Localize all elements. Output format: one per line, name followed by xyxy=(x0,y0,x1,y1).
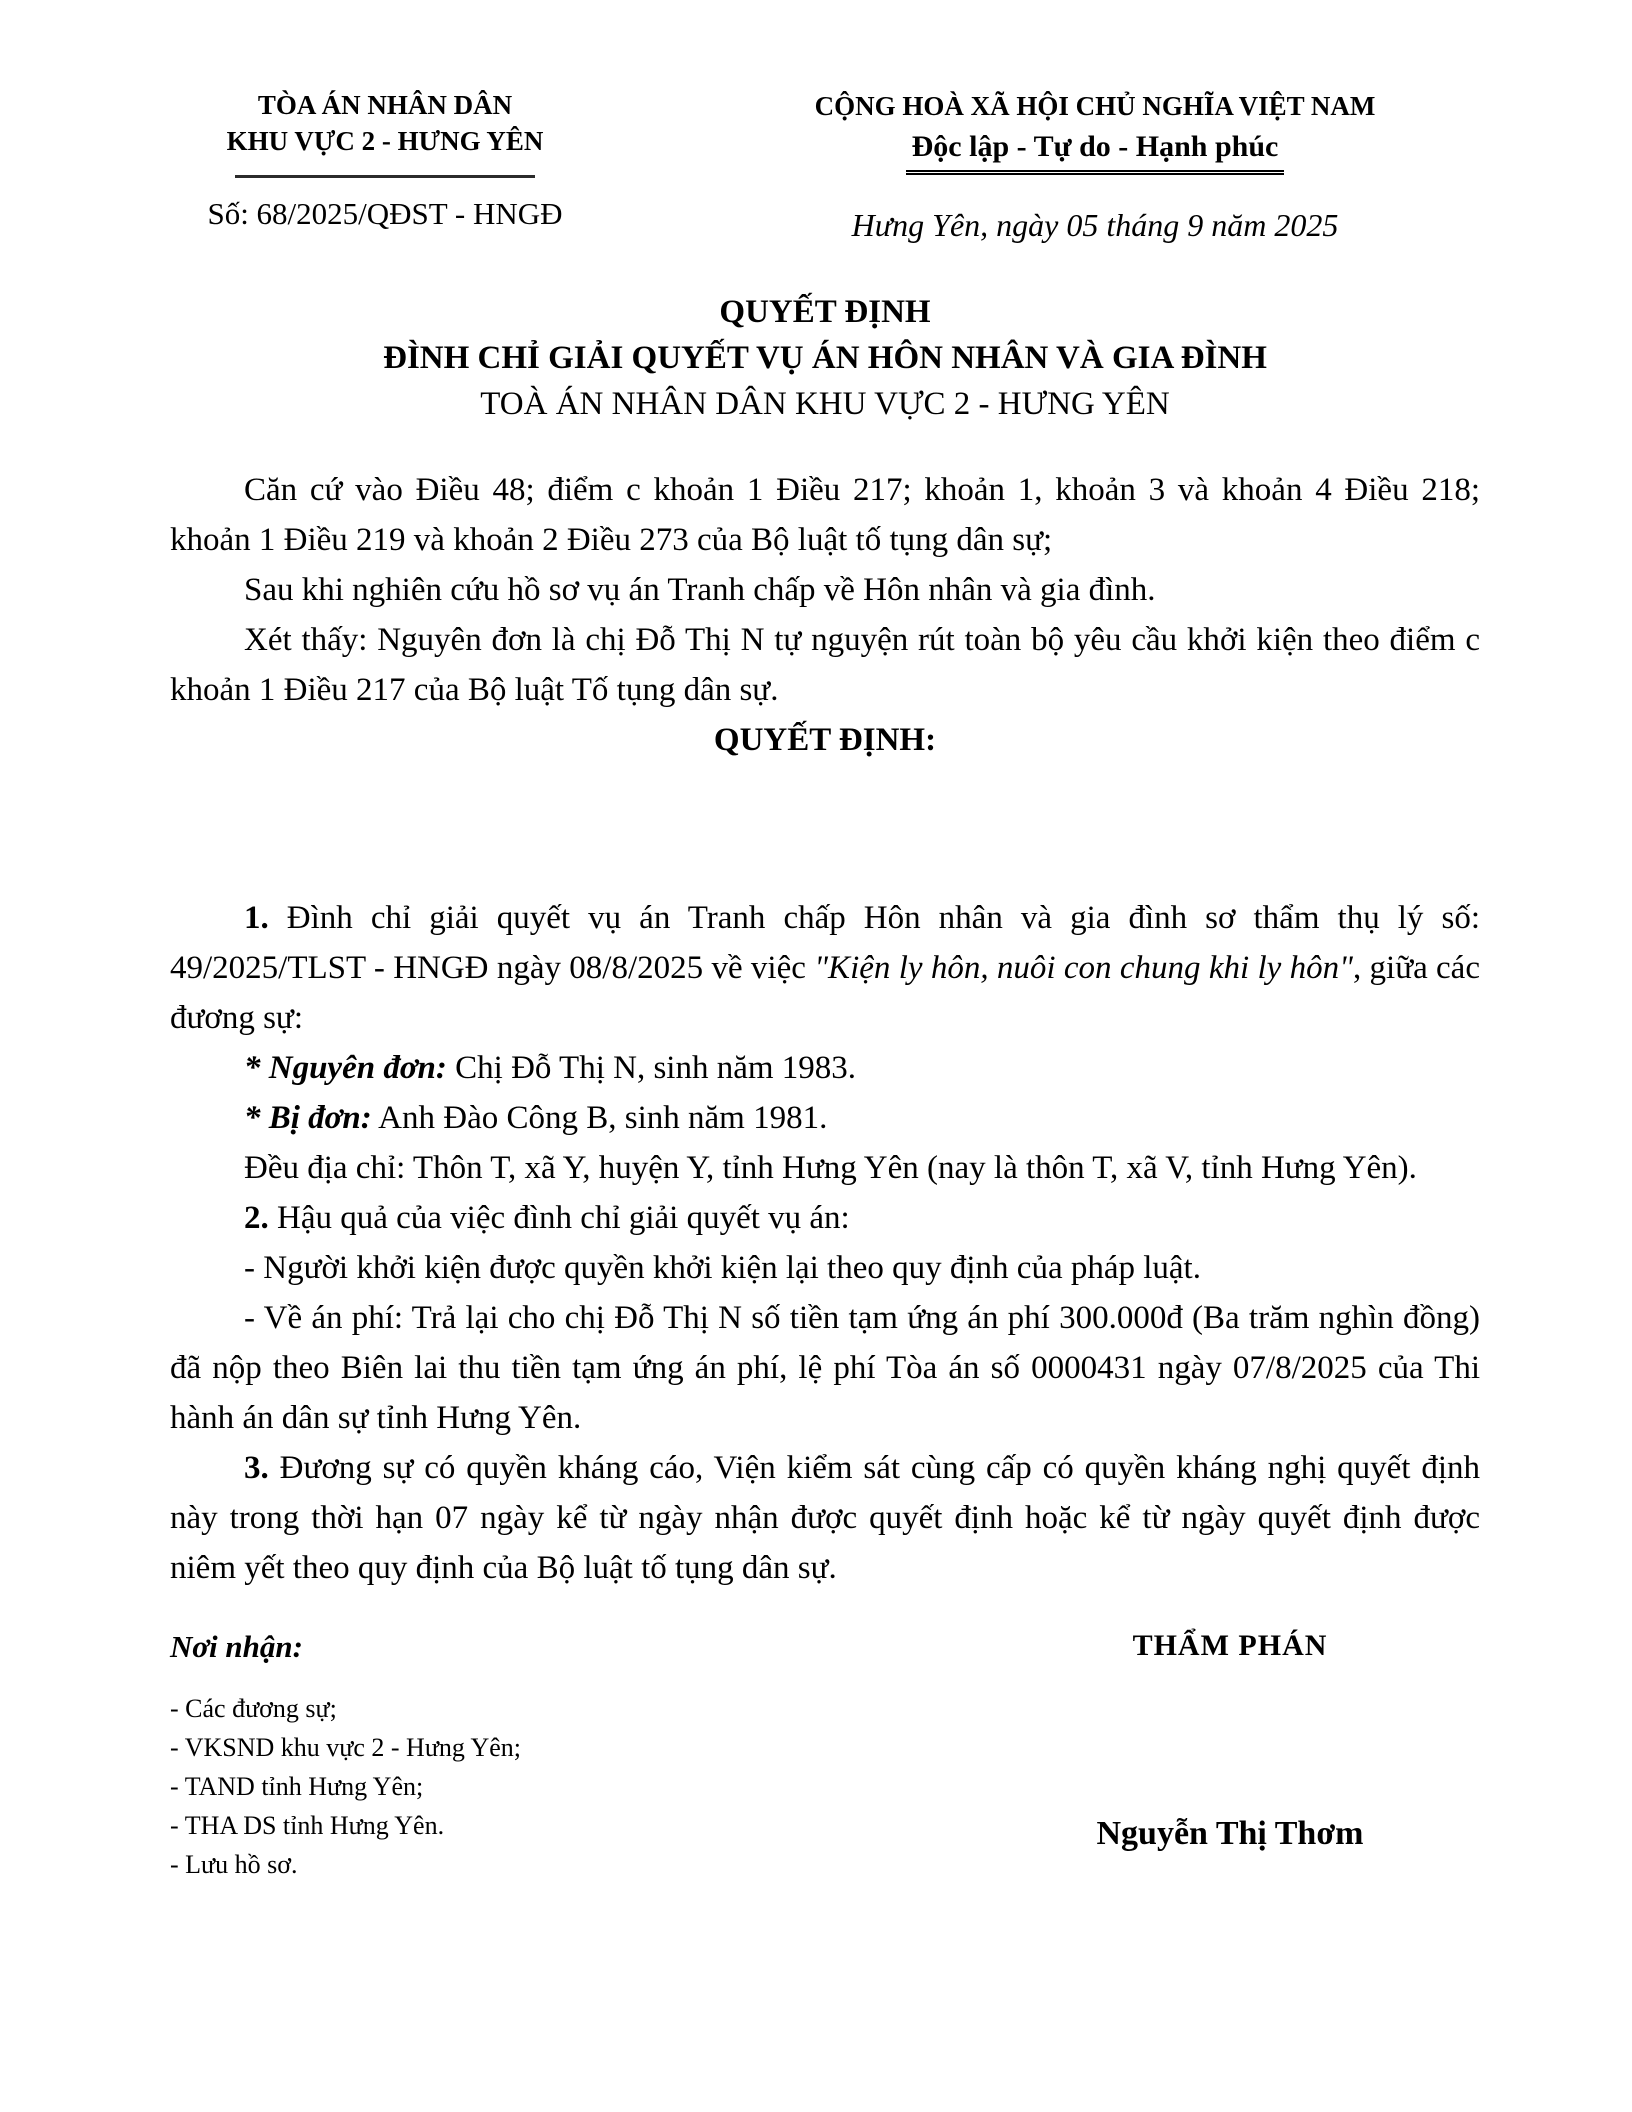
decision-item-3-number: 3. xyxy=(244,1450,269,1487)
decision-item-1 xyxy=(170,893,1480,1043)
document-title-block xyxy=(170,290,1480,427)
plaintiff-value: Chị Đỗ Thị N, sinh năm 1983. xyxy=(446,1050,857,1087)
recipients-block xyxy=(170,1629,980,1884)
signature-block xyxy=(980,1629,1480,1884)
national-header-block xyxy=(710,88,1480,244)
title-line-3: TOÀ ÁN NHÂN DÂN KHU VỰC 2 - HƯNG YÊN xyxy=(480,385,1170,422)
recipients-label: Nơi nhận: xyxy=(170,1629,303,1665)
decision-item-1-case-title: "Kiện ly hôn, nuôi con chung khi ly hôn" xyxy=(814,950,1353,987)
title-line-1: QUYẾT ĐỊNH xyxy=(719,294,931,331)
decision-item-2 xyxy=(170,1193,1480,1243)
recipients-list xyxy=(170,1689,980,1884)
preamble-paragraph-2: Sau khi nghiên cứu hồ sơ vụ án Tranh chấp về Hôn nhân và gia đình. xyxy=(244,572,1156,609)
address-line: Đều địa chỉ: Thôn T, xã Y, huyện Y, tỉnh Hưng Yên (nay là thôn T, xã V, tỉnh Hưng Yên). xyxy=(244,1150,1417,1187)
recipient-item: - VKSND khu vực 2 - Hưng Yên; xyxy=(170,1733,521,1763)
defendant-label: * Bị đơn: xyxy=(244,1100,372,1137)
defendant-line xyxy=(170,1093,1480,1143)
issuing-court-block xyxy=(170,88,600,232)
decision-item-3 xyxy=(170,1443,1480,1593)
document-number: Số: 68/2025/QĐST - HNGĐ xyxy=(207,196,563,232)
recipient-item: - Lưu hồ sơ. xyxy=(170,1850,298,1880)
document-body xyxy=(170,465,1480,1593)
preamble-paragraph-3: Xét thấy: Nguyên đơn là chị Đỗ Thị N tự nguyện rút toàn bộ yêu cầu khởi kiện theo điểm c khoản 1 Điều 217 của Bộ luật Tố tụng dân sự. xyxy=(170,622,1480,709)
header-separator-line xyxy=(235,175,535,178)
recipient-item: - TAND tỉnh Hưng Yên; xyxy=(170,1772,424,1802)
title-line-2: ĐÌNH CHỈ GIẢI QUYẾT VỤ ÁN HÔN NHÂN VÀ GIA ĐÌNH xyxy=(383,339,1267,376)
decision-item-2b: - Về án phí: Trả lại cho chị Đỗ Thị N số tiền tạm ứng án phí 300.000đ (Ba trăm nghìn đồng) đã nộp theo Biên lai thu tiền tạm ứng án phí, lệ phí Tòa án số 0000431 ngày 07/8/2025 của Thi hành án dân sự tỉnh Hưng Yên. xyxy=(170,1300,1480,1437)
judge-name: Nguyễn Thị Thơm xyxy=(1096,1815,1364,1853)
recipient-item: - THA DS tỉnh Hưng Yên. xyxy=(170,1811,445,1841)
plaintiff-line xyxy=(170,1043,1480,1093)
decision-item-2-text: Hậu quả của việc đình chỉ giải quyết vụ án: xyxy=(268,1200,850,1237)
recipient-item: - Các đương sự; xyxy=(170,1694,337,1724)
decision-item-2-number: 2. xyxy=(244,1200,269,1237)
decision-item-1-number: 1. xyxy=(244,900,269,937)
court-name-line-2: KHU VỰC 2 - HƯNG YÊN xyxy=(226,125,544,156)
decision-section-heading: QUYẾT ĐỊNH: xyxy=(713,722,937,759)
national-name: CỘNG HOÀ XÃ HỘI CHỦ NGHĨA VIỆT NAM xyxy=(814,91,1376,121)
decision-item-2a: - Người khởi kiện được quyền khởi kiện lại theo quy định của pháp luật. xyxy=(244,1250,1201,1287)
document-footer xyxy=(170,1629,1480,1884)
court-name-line-1: TÒA ÁN NHÂN DÂN xyxy=(257,90,513,120)
decision-item-1-text-end: , giữa các đương sự: xyxy=(170,950,1480,1037)
national-motto: Độc lập - Tự do - Hạnh phúc xyxy=(906,130,1285,175)
document-header xyxy=(170,88,1480,244)
plaintiff-label: * Nguyên đơn: xyxy=(244,1050,447,1087)
judge-title: THẨM PHÁN xyxy=(1132,1629,1328,1663)
preamble-paragraph-1: Căn cứ vào Điều 48; điểm c khoản 1 Điều 217; khoản 1, khoản 3 và khoản 4 Điều 218; khoản 1 Điều 219 và khoản 2 Điều 273 của Bộ luật tố tụng dân sự; xyxy=(170,472,1480,559)
place-and-date: Hưng Yên, ngày 05 tháng 9 năm 2025 xyxy=(851,207,1339,244)
decision-item-1-text: Đình chỉ giải quyết vụ án Tranh chấp Hôn nhân và gia đình sơ thẩm thụ lý số: 49/2025/TLST - HNGĐ ngày 08/8/2025 về việc xyxy=(170,900,1480,987)
defendant-value: Anh Đào Công B, sinh năm 1981. xyxy=(371,1100,828,1137)
decision-item-3-text: Đương sự có quyền kháng cáo, Viện kiểm sát cùng cấp có quyền kháng nghị quyết định này trong thời hạn 07 ngày kể từ ngày nhận được quyết định hoặc kể từ ngày quyết định được niêm yết theo quy định của Bộ luật tố tụng dân sự. xyxy=(170,1450,1480,1587)
